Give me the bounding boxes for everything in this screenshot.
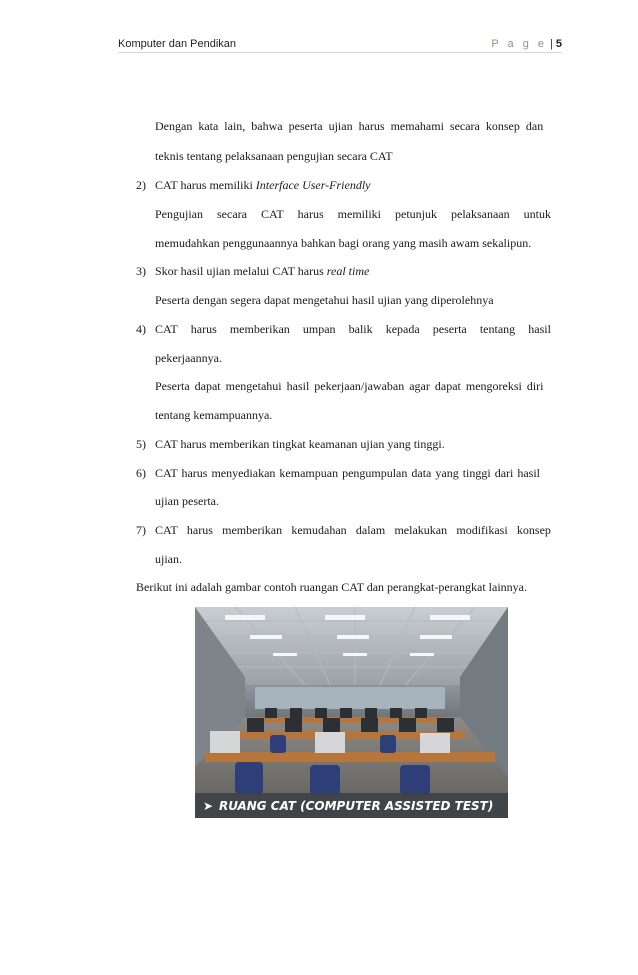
page-separator: |: [550, 38, 553, 50]
word: balik: [348, 322, 373, 336]
closing-paragraph: Berikut ini adalah gambar contoh ruangan CAT dan perangkat-perangkat lainnya.: [136, 580, 527, 594]
list-item-4-line-4: tentang kemampuannya.: [155, 408, 273, 422]
list-item-4-line-2: pekerjaannya.: [155, 351, 222, 365]
word: melakukan: [394, 523, 448, 537]
list-number-7: 7): [136, 523, 146, 537]
word: harus: [297, 207, 324, 221]
word: pelaksanaan: [451, 207, 510, 221]
list-item-7-line-1: [155, 523, 551, 537]
item2-head-italic: Interface User-Friendly: [255, 178, 371, 192]
list-item-2-line-1: [155, 207, 551, 221]
word: dalam: [355, 523, 386, 537]
cat-room-photo: [195, 607, 508, 818]
item2-head-text: CAT harus memiliki: [155, 178, 256, 192]
word: harus: [186, 523, 213, 537]
cat-room-illustration: [195, 607, 508, 818]
word: memiliki: [337, 207, 381, 221]
list-item-2-line-2: memudahkan penggunaannya bahkan bagi orang yang masih awam sekalipun.: [155, 236, 532, 250]
page-number: 5: [555, 38, 562, 50]
paragraph-intro-line-1: [155, 119, 551, 133]
list-item-3-line-1: Peserta dengan segera dapat mengetahui hasil ujian yang diperolehnya: [155, 293, 494, 307]
word: konsep: [516, 523, 551, 537]
header-title: Komputer dan Pendikan: [118, 38, 237, 50]
photo-caption: RUANG CAT (COMPUTER ASSISTED TEST): [219, 799, 494, 813]
word: umpan: [302, 322, 336, 336]
intro-text-1: Dengan kata lain, bahwa peserta ujian harus memahami secara konsep dan: [155, 119, 544, 133]
list-item-4-line-1: [155, 322, 551, 336]
list-item-7-line-2: ujian.: [155, 552, 182, 566]
word: CAT: [155, 322, 178, 336]
item3-head-text: Skor hasil ujian melalui CAT harus: [155, 264, 327, 278]
svg-text:➤: ➤: [203, 799, 214, 813]
list-number-2: 2): [136, 178, 146, 192]
list-item-3-heading: [155, 264, 369, 278]
page-label: P a g e: [491, 38, 548, 50]
list-number-6: 6): [136, 466, 146, 480]
word: Pengujian: [155, 207, 203, 221]
word: peserta: [432, 322, 467, 336]
word: CAT: [260, 207, 284, 221]
list-number-4: 4): [136, 322, 146, 336]
word: memberikan: [222, 523, 283, 537]
list-item-2-heading: [155, 178, 371, 192]
header-rule: [118, 52, 562, 53]
word: kemudahan: [291, 523, 347, 537]
paragraph-intro-line-2: teknis tentang pelaksanaan pengujian secara CAT: [155, 149, 393, 163]
list-number-5: 5): [136, 437, 146, 451]
word: untuk: [523, 207, 551, 221]
list-number-3: 3): [136, 264, 146, 278]
word: harus: [190, 322, 217, 336]
word: CAT: [155, 523, 178, 537]
list-item-6-line-2: ujian peserta.: [155, 494, 219, 508]
item3-head-italic: real time: [326, 264, 370, 278]
word: hasil: [528, 322, 551, 336]
page-number-label: [491, 38, 562, 50]
list-item-6-line-1: CAT harus menyediakan kemampuan pengumpulan data yang tinggi dari hasil: [155, 466, 541, 480]
word: modifikasi: [456, 523, 508, 537]
word: memberikan: [229, 322, 290, 336]
list-item-4-line-3: Peserta dapat mengetahui hasil pekerjaan/jawaban agar dapat mengoreksi diri: [155, 379, 544, 393]
word: tentang: [479, 322, 516, 336]
word: kepada: [385, 322, 420, 336]
word: petunjuk: [395, 207, 437, 221]
word: secara: [217, 207, 247, 221]
list-item-5-line-1: CAT harus memberikan tingkat keamanan ujian yang tinggi.: [155, 437, 445, 451]
